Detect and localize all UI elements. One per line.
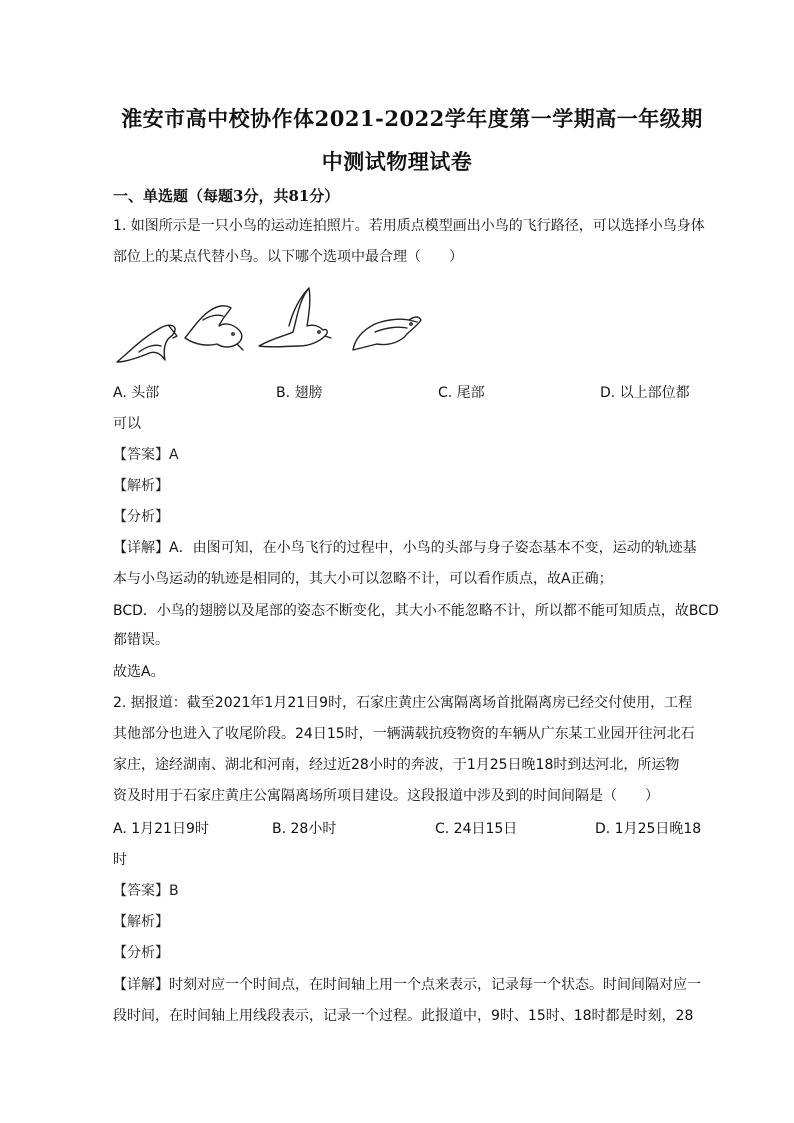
q1-stem-line2: 部位上的某点代替小鸟。以下哪个选项中最合理（ ） xyxy=(113,249,463,265)
q2-option-c: C. 24日15日 xyxy=(435,821,518,837)
q2-stem-line2: 其他部分也进入了收尾阶段。24日15时，一辆满载抗疫物资的车辆从广东某工业园开往河北石 xyxy=(113,726,695,742)
bird-1-drawing xyxy=(117,325,177,362)
q1-detail-line3: BCD．小鸟的翅膀以及尾部的姿态不断变化，其大小不能忽略不计，所以都不能可知质点，故BCD xyxy=(113,603,719,619)
q1-conclusion: 故选A。 xyxy=(113,664,165,680)
q1-fenxi-label: 【分析】 xyxy=(113,509,169,525)
bird-2-drawing xyxy=(185,306,243,350)
q1-detail-line4: 都错误。 xyxy=(113,632,169,648)
bird-flight-photo-sequence xyxy=(113,280,423,370)
q1-option-d-wrap: 可以 xyxy=(113,416,141,432)
exam-title-line1: 淮安市高中校协作体2021-2022学年度第一学期高一年级期 xyxy=(121,106,703,131)
q2-option-d: D. 1月25日晚18 xyxy=(595,821,702,837)
q2-fenxi-label: 【分析】 xyxy=(113,945,169,961)
q1-option-a: A. 头部 xyxy=(113,385,160,401)
section-heading: 一、单选题（每题3分，共81分） xyxy=(113,187,340,205)
q1-option-b: B. 翅膀 xyxy=(276,385,323,401)
q1-option-d: D. 以上部位都 xyxy=(600,385,690,401)
q2-detail-line2: 段时间，在时间轴上用线段表示，记录一个过程。此报道中，9时、15时、18时都是时刻，28 xyxy=(113,1008,694,1024)
bird-4-drawing xyxy=(353,317,421,350)
q1-answer: 【答案】A xyxy=(113,447,179,463)
q2-detail-line1: 【详解】时刻对应一个时间点，在时间轴上用一个点来表示，记录每一个状态。时间间隔对应一 xyxy=(113,977,701,993)
q2-jiexi-label: 【解析】 xyxy=(113,914,169,930)
q2-option-d-wrap: 时 xyxy=(113,852,127,868)
bird-3-drawing xyxy=(259,288,331,347)
q2-stem-line1: 2. 据报道：截至2021年1月21日9时，石家庄黄庄公寓隔离场首批隔离房已经交付使用，工程 xyxy=(113,695,693,711)
q2-answer: 【答案】B xyxy=(113,883,179,899)
q2-stem-line3: 家庄，途经湖南、湖北和河南，经过近28小时的奔波，于1月25日晚18时到达河北，所运物 xyxy=(113,757,680,773)
q2-stem-line4: 资及时用于石家庄黄庄公寓隔离场所项目建设。这段报道中涉及到的时间间隔是（ ） xyxy=(113,788,659,804)
q2-option-b: B. 28小时 xyxy=(272,821,337,837)
q1-stem-line1: 1. 如图所示是一只小鸟的运动连拍照片。若用质点模型画出小鸟的飞行路径，可以选择小鸟身体 xyxy=(113,218,705,234)
q1-detail-line1: 【详解】A．由图可知，在小鸟飞行的过程中，小鸟的头部与身子姿态基本不变，运动的轨迹基 xyxy=(113,540,697,556)
q1-jiexi-label: 【解析】 xyxy=(113,478,169,494)
q1-detail-line2: 本与小鸟运动的轨迹是相同的，其大小可以忽略不计，可以看作质点，故A正确； xyxy=(113,571,613,587)
q2-option-a: A. 1月21日9时 xyxy=(113,821,209,837)
exam-title-line2: 中测试物理试卷 xyxy=(321,149,473,174)
q1-option-c: C. 尾部 xyxy=(438,385,485,401)
